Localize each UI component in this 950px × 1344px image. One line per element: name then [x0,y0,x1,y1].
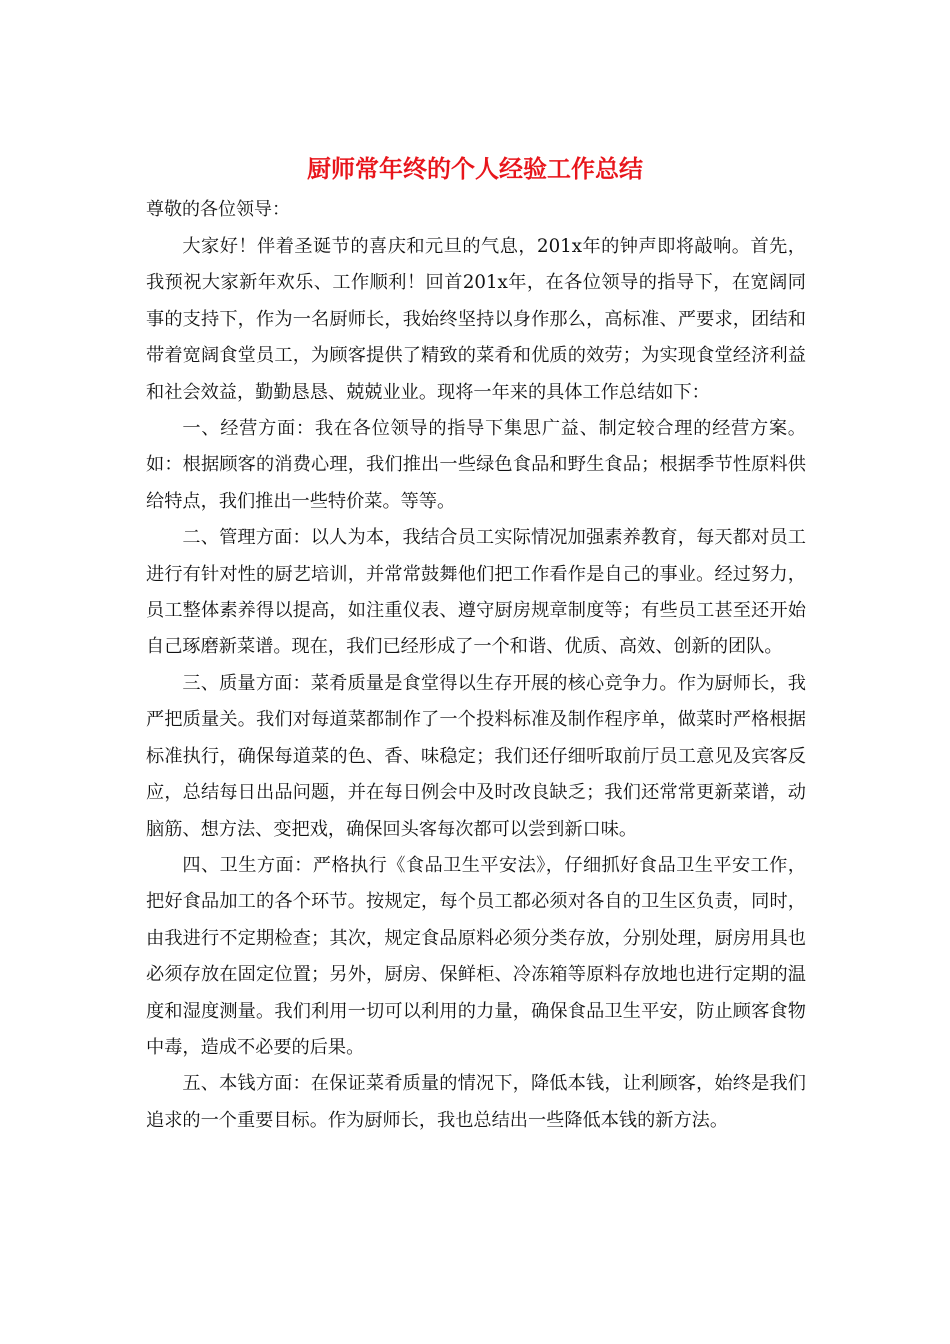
paragraph-quality: 三、质量方面：菜肴质量是食堂得以生存开展的核心竞争力。作为厨师长，我严把质量关。我们对每道菜都制作了一个投料标准及制作程序单，做菜时严格根据标准执行，确保每道菜的色、香、味稳定；我们还仔细听取前厅员工意见及宾客反应，总结每日出品问题，并在每日例会中及时改良缺乏；我们还常常更新菜谱，动脑筋、想方法、变把戏，确保回头客每次都可以尝到新口味。 [146,672,806,840]
paragraph-management: 二、管理方面：以人为本，我结合员工实际情况加强素养教育，每天都对员工进行有针对性的厨艺培训，并常常鼓舞他们把工作看作是自己的事业。经过努力，员工整体素养得以提高，如注重仪表、遵守厨房规章制度等；有些员工甚至还开始自己琢磨新菜谱。现在，我们已经形成了一个和谐、优质、高效、创新的团队。 [146,527,806,658]
greeting-line: 尊敬的各位领导： [146,199,290,220]
paragraph-operations: 一、经营方面：我在各位领导的指导下集思广益、制定较合理的经营方案。如：根据顾客的消费心理，我们推出一些绿色食品和野生食品；根据季节性原料供给特点，我们推出一些特价菜。等等。 [146,418,806,512]
paragraph-intro: 大家好！伴着圣诞节的喜庆和元旦的气息，201x年的钟声即将敲响。首先，我预祝大家新年欢乐、工作顺利！回首201x年，在各位领导的指导下，在宽阔同事的支持下，作为一名厨师长，我始终坚持以身作那么，高标准、严要求，团结和带着宽阔食堂员工，为顾客提供了精致的菜肴和优质的效劳；为实现食堂经济利益和社会效益，勤勤恳恳、兢兢业业。现将一年来的具体工作总结如下： [146,236,806,403]
document-body [146,229,806,1139]
paragraph-cost: 五、本钱方面：在保证菜肴质量的情况下，降低本钱，让利顾客，始终是我们追求的一个重要目标。作为厨师长，我也总结出一些降低本钱的新方法。 [146,1073,806,1131]
document-title: 厨师常年终的个人经验工作总结 [307,154,643,183]
paragraph-hygiene: 四、卫生方面：严格执行《食品卫生平安法》，仔细抓好食品卫生平安工作，把好食品加工的各个环节。按规定，每个员工都必须对各自的卫生区负责，同时，由我进行不定期检查；其次，规定食品原料必须分类存放，分别处理，厨房用具也必须存放在固定位置；另外，厨房、保鲜柜、冷冻箱等原料存放地也进行定期的温度和湿度测量。我们利用一切可以利用的力量，确保食品卫生平安，防止顾客食物中毒，造成不必要的后果。 [146,854,806,1058]
